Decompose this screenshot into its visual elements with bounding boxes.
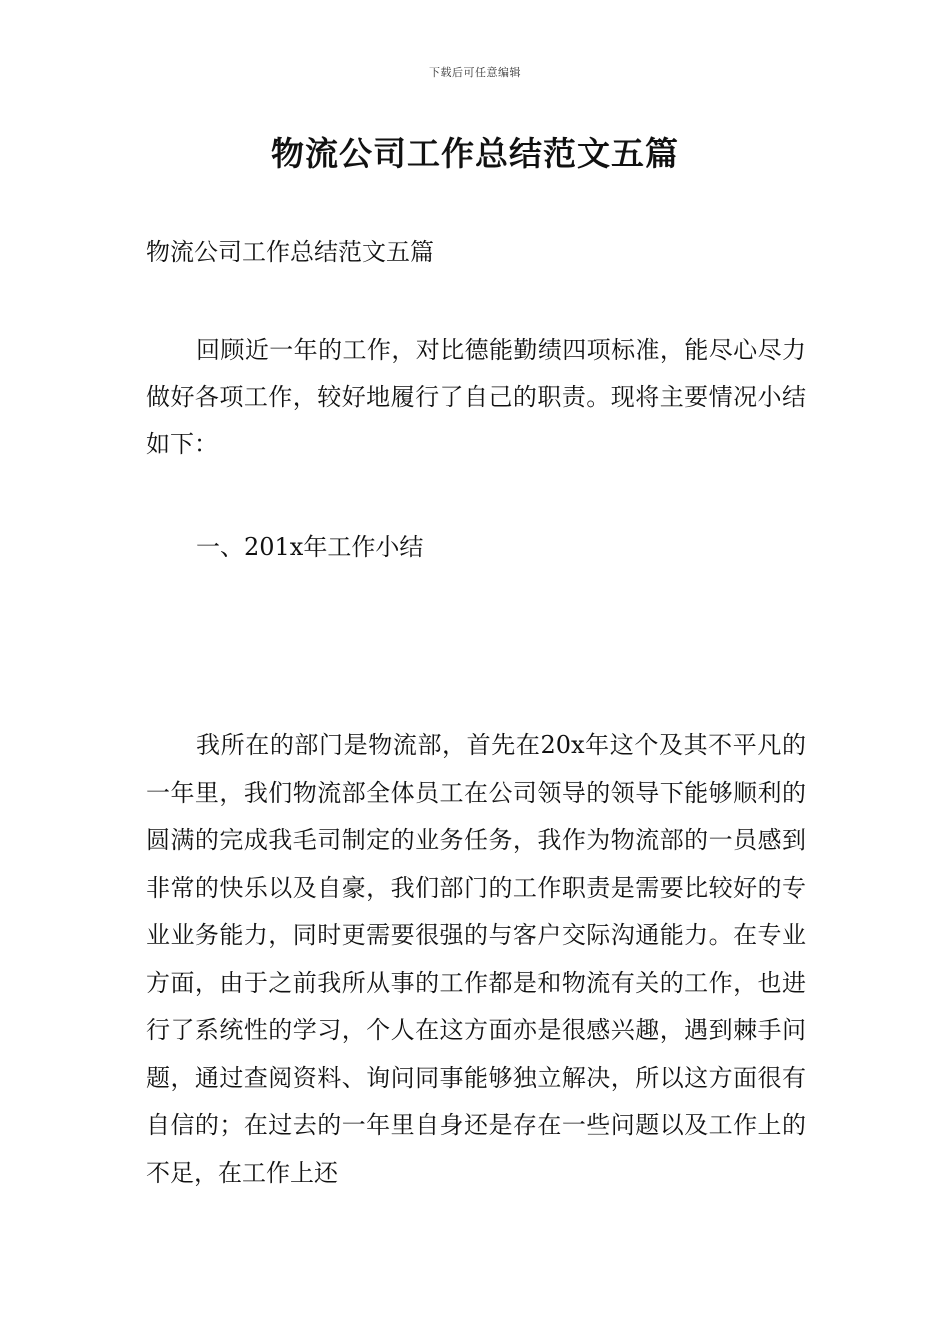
header-note: 下载后可任意编辑 (429, 66, 521, 79)
intro-paragraph: 回顾近一年的工作，对比德能勤绩四项标准，能尽心尽力做好各项工作，较好地履行了自己的职责。现将主要情况小结如下： (146, 336, 806, 458)
body-paragraph: 我所在的部门是物流部，首先在20x年这个及其不平凡的一年里，我们物流部全体员工在公司领导的领导下能够顺利的圆满的完成我毛司制定的业务任务，我作为物流部的一员感到非常的快乐以及自豪，我们部门的工作职责是需要比较好的专业业务能力，同时更需要很强的与客户交际沟通能力。在专业方面，由于之前我所从事的工作都是和物流有关的工作，也进行了系统性的学习，个人在这方面亦是很感兴趣，遇到棘手问题，通过查阅资料、询问同事能够独立解决，所以这方面很有自信的；在过去的一年里自身还是存在一些问题以及工作上的不足，在工作上还 (146, 731, 806, 1187)
section-heading: 一、201x年工作小结 (196, 533, 424, 561)
document-title: 物流公司工作总结范文五篇 (271, 134, 679, 173)
document-subtitle: 物流公司工作总结范文五篇 (146, 238, 434, 266)
